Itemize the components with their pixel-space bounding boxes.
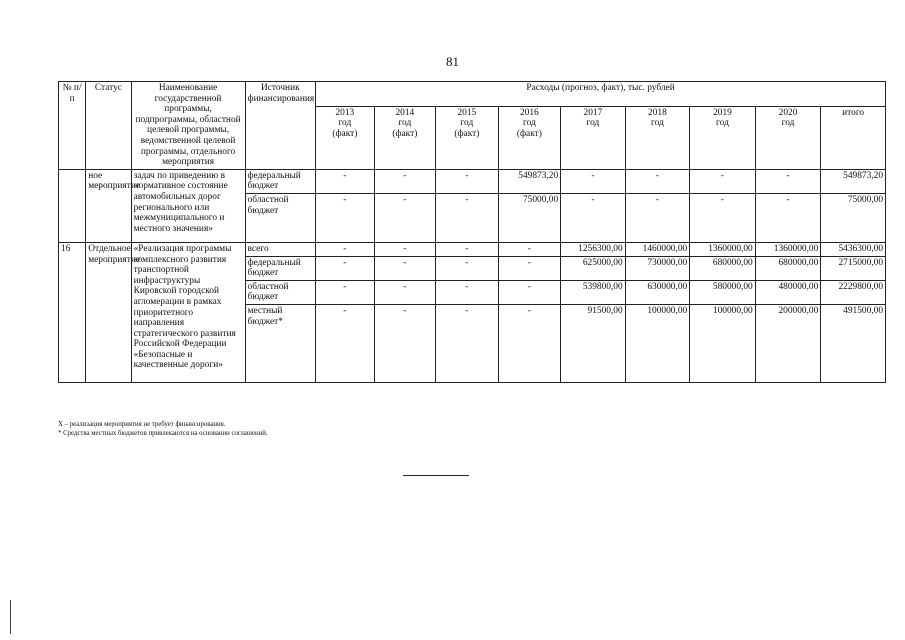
- year-label: 2019: [713, 107, 732, 118]
- year-unit: год: [338, 118, 352, 129]
- cell-2016: -: [498, 304, 561, 382]
- row-source: всего: [245, 242, 316, 256]
- cell-2018: -: [625, 193, 690, 242]
- cell-2013: -: [316, 280, 374, 304]
- cell-total: 2229800,00: [821, 280, 886, 304]
- cell-2020: 680000,00: [755, 256, 821, 280]
- cell-2016: 549873,20: [498, 169, 561, 193]
- cell-2015: -: [436, 242, 499, 256]
- cell-2019: -: [690, 169, 756, 193]
- header-year-2016: [498, 106, 561, 169]
- cell-2014: -: [374, 256, 436, 280]
- cell-2015: -: [436, 193, 499, 242]
- cell-2019: -: [690, 193, 756, 242]
- year-unit: год: [651, 118, 664, 129]
- row-num: [59, 169, 86, 242]
- row-source: федеральный бюджет: [245, 256, 316, 280]
- header-row: [59, 82, 886, 107]
- year-unit: год: [460, 118, 474, 129]
- cell-2013: -: [316, 193, 374, 242]
- header-year-2019: [690, 106, 756, 169]
- year-unit: год: [522, 118, 536, 129]
- footnote-x: Х – реализация мероприятия не требует финансирования.: [58, 421, 226, 428]
- header-year-2020: [755, 106, 821, 169]
- year-unit: год: [716, 118, 729, 129]
- cell-2017: 91500,00: [561, 304, 626, 382]
- cell-2019: 680000,00: [690, 256, 756, 280]
- header-year-2018: [625, 106, 690, 169]
- row-num: 16: [59, 242, 86, 382]
- row-source: федеральный бюджет: [245, 169, 316, 193]
- cell-2019: 1360000,00: [690, 242, 756, 256]
- row-source: областной бюджет: [245, 193, 316, 242]
- cell-2017: 1256300,00: [561, 242, 626, 256]
- header-source: Источник финансирования: [245, 82, 316, 170]
- year-note: (факт): [392, 128, 418, 139]
- budget-table: [58, 81, 886, 383]
- cell-2014: -: [374, 280, 436, 304]
- cell-2019: 580000,00: [690, 280, 756, 304]
- year-label: 2017: [583, 107, 603, 118]
- page-number: 81: [446, 54, 459, 69]
- cell-2014: -: [374, 242, 436, 256]
- year-unit: год: [586, 118, 600, 129]
- year-label: 2015: [457, 107, 477, 118]
- cell-2017: 625000,00: [561, 256, 626, 280]
- cell-2018: -: [625, 169, 690, 193]
- cell-2013: -: [316, 304, 374, 382]
- year-unit: год: [781, 118, 795, 129]
- cell-2017: -: [561, 169, 626, 193]
- header-year-2015: [436, 106, 499, 169]
- cell-2020: 200000,00: [755, 304, 821, 382]
- cell-2017: -: [561, 193, 626, 242]
- cell-2016: -: [498, 280, 561, 304]
- table-row: [59, 242, 886, 256]
- header-total: итого: [821, 106, 886, 169]
- cell-total: 5436300,00: [821, 242, 886, 256]
- header-year-2013: [316, 106, 374, 169]
- cell-2019: 100000,00: [690, 304, 756, 382]
- cell-2013: -: [316, 169, 374, 193]
- cell-2014: -: [374, 169, 436, 193]
- year-note: (факт): [332, 128, 358, 139]
- cell-2018: 100000,00: [625, 304, 690, 382]
- year-unit: год: [398, 118, 412, 129]
- year-label: 2016: [519, 107, 539, 118]
- footnote-separator-line: [403, 475, 469, 476]
- header-year-2017: [561, 106, 626, 169]
- header-expenses: Расходы (прогноз, факт), тыс. рублей: [316, 82, 886, 107]
- row-status: ное мероприятие: [86, 169, 131, 242]
- cell-2015: -: [436, 304, 499, 382]
- header-status: Статус: [86, 82, 131, 170]
- year-note: (факт): [454, 128, 480, 139]
- cell-2020: 480000,00: [755, 280, 821, 304]
- year-label: 2020: [778, 107, 798, 118]
- cell-total: 75000,00: [821, 193, 886, 242]
- cell-total: 2715000,00: [821, 256, 886, 280]
- year-label: 2018: [648, 107, 667, 118]
- scan-margin-mark: [10, 600, 11, 634]
- row-name: «Реализация программы комплексного развития транспортной инфраструктуры Кировской городской агломерации в рамках приоритетного направления стратегического развития Российской Федерации «Безопасные и качественные дороги»: [131, 242, 245, 382]
- row-source: местный бюджет*: [245, 304, 316, 382]
- cell-2018: 630000,00: [625, 280, 690, 304]
- row-source: областной бюджет: [245, 280, 316, 304]
- row-status: Отдельное мероприятие: [86, 242, 131, 382]
- cell-total: 491500,00: [821, 304, 886, 382]
- cell-2014: -: [374, 193, 436, 242]
- cell-2015: -: [436, 280, 499, 304]
- cell-total: 549873,20: [821, 169, 886, 193]
- cell-2013: -: [316, 256, 374, 280]
- header-name: Наименование государственной программы, подпрограммы, областной целевой программы, ведомственной целевой программы, отдельного мероприятия: [131, 82, 245, 170]
- cell-2020: -: [755, 193, 821, 242]
- header-num: № п/п: [59, 82, 86, 170]
- cell-2013: -: [316, 242, 374, 256]
- cell-2018: 730000,00: [625, 256, 690, 280]
- cell-2015: -: [436, 169, 499, 193]
- cell-2020: -: [755, 169, 821, 193]
- year-label: 2014: [395, 107, 415, 118]
- year-label: 2013: [335, 107, 355, 118]
- cell-2016: -: [498, 242, 561, 256]
- footnote-local-budget: * Средства местных бюджетов привлекаются на основании соглашений.: [58, 430, 268, 437]
- cell-2016: -: [498, 256, 561, 280]
- cell-2020: 1360000,00: [755, 242, 821, 256]
- cell-2018: 1460000,00: [625, 242, 690, 256]
- cell-2015: -: [436, 256, 499, 280]
- footnotes: [58, 420, 268, 438]
- table-row: [59, 169, 886, 193]
- year-note: (факт): [516, 128, 542, 139]
- row-name: задач по приведению в нормативное состояние автомобильных дорог регионального или межмуниципального и местного значения»: [131, 169, 245, 242]
- cell-2016: 75000,00: [498, 193, 561, 242]
- header-year-2014: [374, 106, 436, 169]
- cell-2014: -: [374, 304, 436, 382]
- cell-2017: 539800,00: [561, 280, 626, 304]
